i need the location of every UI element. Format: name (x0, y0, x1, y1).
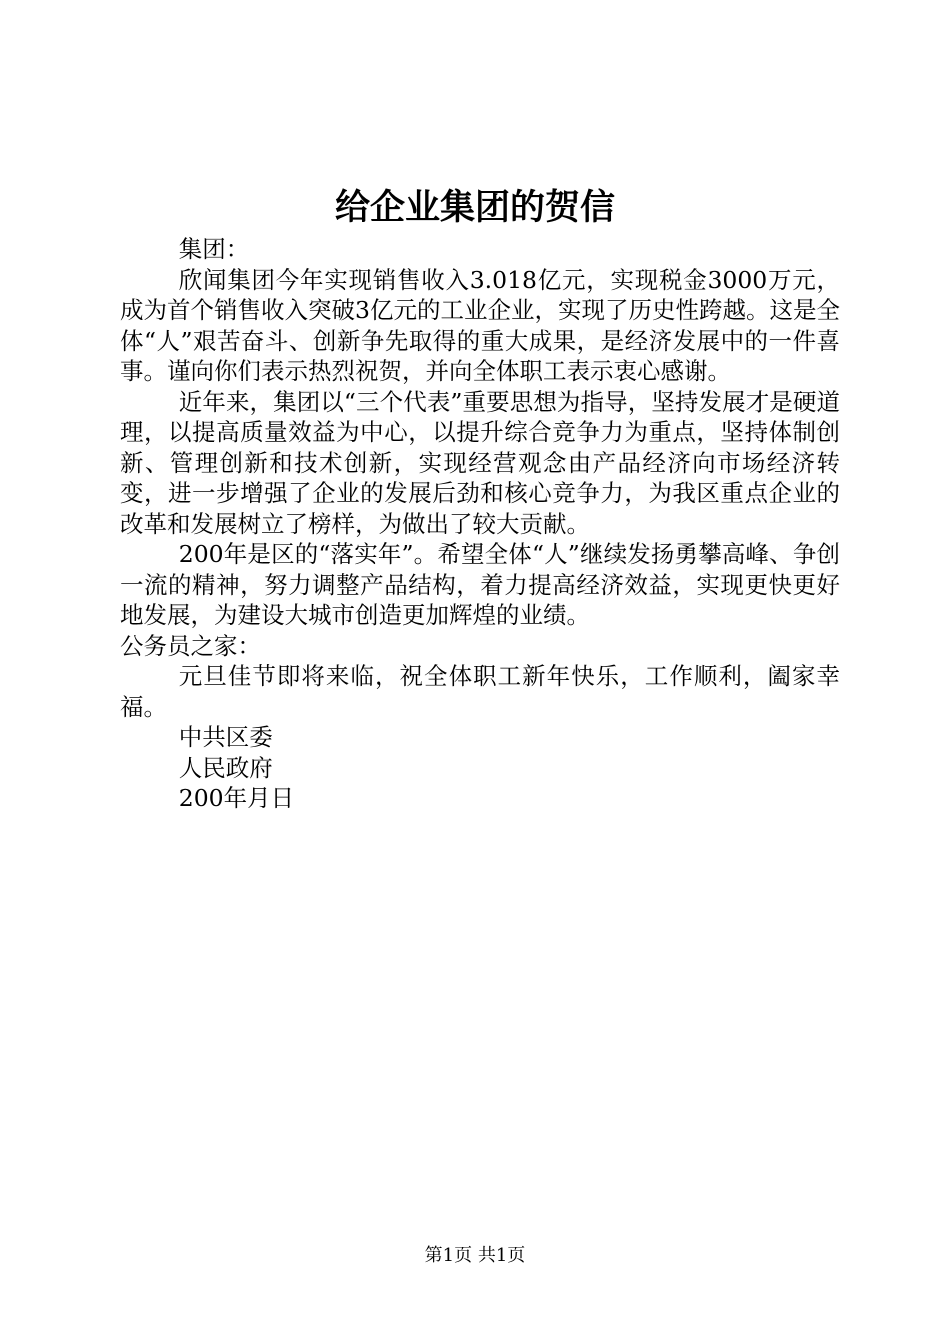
closing-paragraph: 元旦佳节即将来临，祝全体职工新年快乐，工作顺利，阖家幸福。 (120, 662, 840, 721)
paragraph-1: 欣闻集团今年实现销售收入3.018亿元，实现税金3000万元，成为首个销售收入突破3亿元的工业企业，实现了历史性跨越。这是全体“人”艰苦奋斗、创新争先取得的重大成果，是经济发展中的一件喜事。谨向你们表示热烈祝贺，并向全体职工表示衷心感谢。 (120, 265, 840, 385)
signature-government: 人民政府 (178, 753, 273, 782)
note-line: 公务员之家： (120, 631, 261, 660)
salutation: 集团： (178, 235, 250, 263)
page-footer: 第1页 共1页 (424, 1245, 526, 1266)
signature-party-committee: 中共区委 (178, 723, 273, 751)
letter-body (120, 234, 840, 814)
paragraph-2: 近年来，集团以“三个代表”重要思想为指导，坚持发展才是硬道理，以提高质量效益为中心，以提升综合竞争力为重点，坚持体制创新、管理创新和技术创新，实现经营观念由产品经济向市场经济转变，进一步增强了企业的发展后劲和核心竞争力，为我区重点企业的改革和发展树立了榜样，为做出了较大贡献。 (120, 387, 840, 538)
signature-date: 200年月日 (178, 784, 295, 812)
document-title: 给企业集团的贺信 (334, 187, 615, 228)
paragraph-3: 200年是区的“落实年”。希望全体“人”继续发扬勇攀高峰、争创一流的精神，努力调整产品结构，着力提高经济效益，实现更快更好地发展，为建设大城市创造更加辉煌的业绩。 (120, 540, 840, 629)
